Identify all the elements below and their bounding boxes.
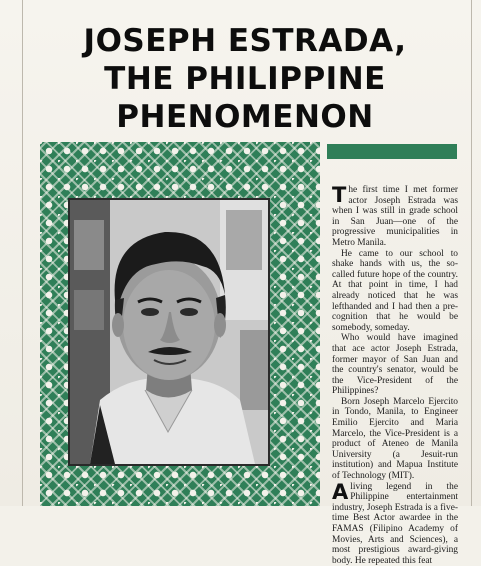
article-body bbox=[332, 185, 458, 566]
headline-line-2: THE PHILIPPINE bbox=[104, 61, 386, 97]
accent-rule bbox=[327, 144, 457, 159]
paragraph-5 bbox=[332, 479, 458, 566]
paragraph-4: Born Joseph Marcelo Ejercito in Tondo, Manila, to Engineer Emilio Ejercito and Maria Marcelo, the Vice-President is a product of Ateneo de Manila University (a Jesuit-run institution) and Mapua Institute of Technology (MIT). bbox=[332, 396, 458, 482]
paragraph-1-text: he first time I met former actor Joseph Estrada was when I was still in grade school in San Juan—one of the progressive municipalities in Metro Manila. bbox=[332, 185, 458, 248]
paragraph-5-text: living legend in the Philippine entertainment industry, Joseph Estrada is a five-time Best Actor awardee in the FAMAS (Filipino Academy of Movies, Arts and Sciences), a most prestigious award-giving body. He repeated this feat bbox=[332, 481, 458, 566]
portrait-photo bbox=[68, 198, 270, 466]
paragraph-2: He came to our school to shake hands with us, the so-called future hope of the country. At that point in time, I had already noticed that he was lefthanded and I had then a pre-cognition that he would be somebody, someday. bbox=[332, 248, 458, 333]
paragraph-3: Who would have imagined that ace actor Joseph Estrada, former mayor of San Juan and the country's senator, would be the Vice-President of the Philippines? bbox=[332, 333, 458, 397]
portrait-illustration bbox=[70, 200, 268, 464]
drop-cap-a: A bbox=[332, 479, 349, 504]
headline bbox=[30, 22, 460, 136]
headline-line-3: PHENOMENON bbox=[116, 99, 374, 135]
paragraph-1 bbox=[332, 185, 458, 249]
drop-cap-t: T bbox=[332, 183, 347, 207]
headline-line-1: JOSEPH ESTRADA, bbox=[83, 23, 407, 59]
